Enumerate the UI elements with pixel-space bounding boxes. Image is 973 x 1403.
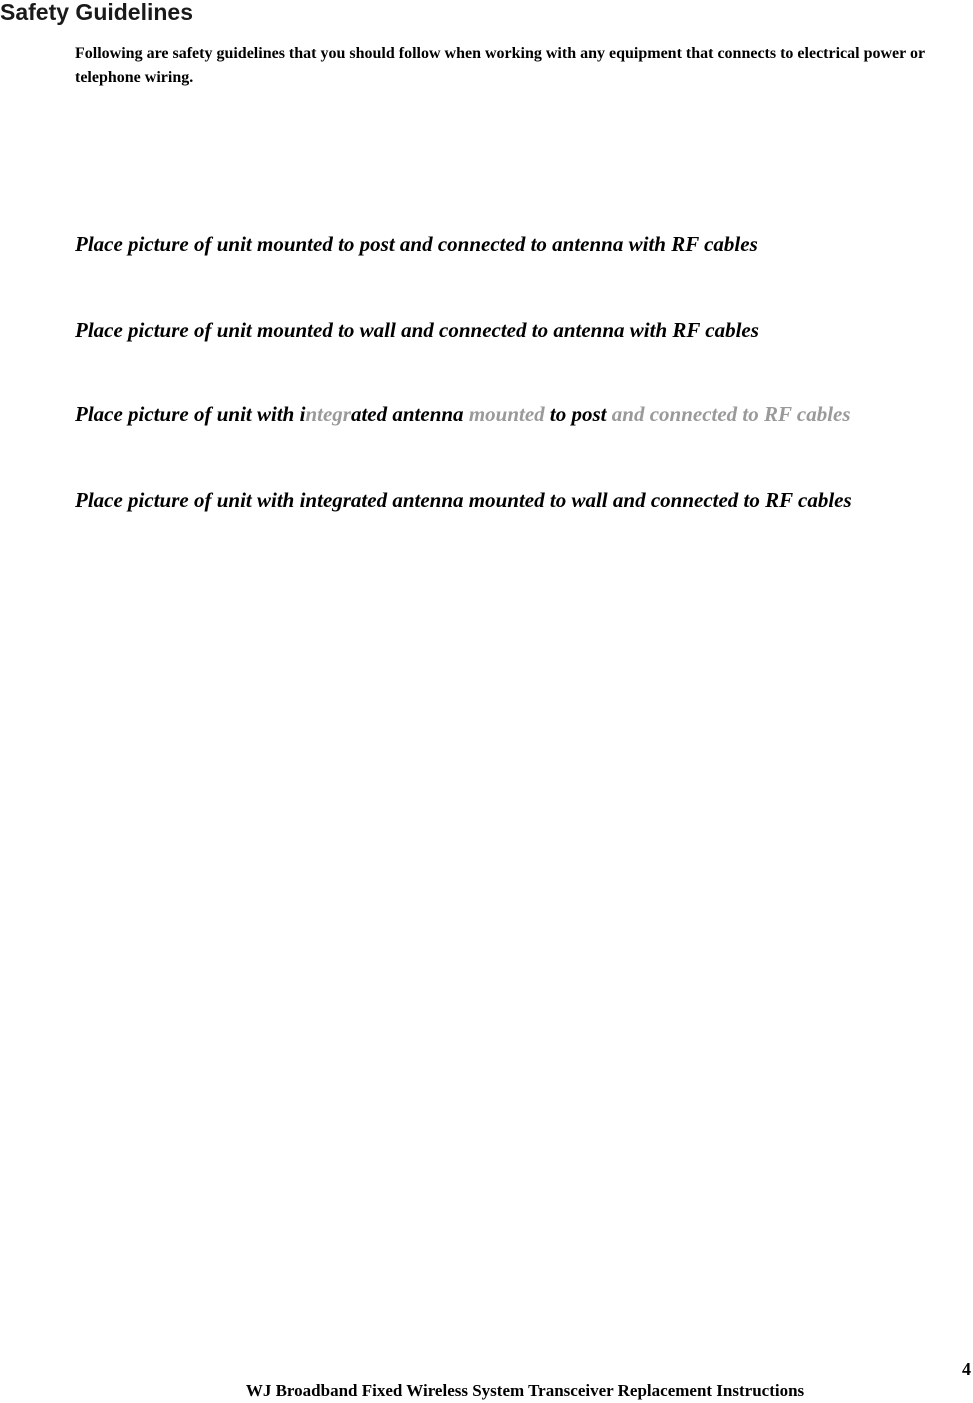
page-number: 4: [962, 1359, 971, 1379]
image-placeholder-post-mount: Place picture of unit mounted to post and connected to antenna with RF cables: [75, 232, 758, 256]
placeholder-text-segment: to post: [544, 402, 612, 426]
image-placeholder-integrated-wall-mount: Place picture of unit with integrated antenna mounted to wall and connected to RF cables: [75, 488, 852, 512]
image-placeholder-integrated-post-mount: [75, 400, 851, 428]
image-placeholder-wall-mount: Place picture of unit mounted to wall and connected to antenna with RF cables: [75, 318, 759, 342]
intro-paragraph: Following are safety guidelines that you should follow when working with any equipment that connects to electrical power or telephone wiring.: [75, 45, 925, 86]
page-heading: Safety Guidelines: [0, 0, 194, 25]
placeholder-text-segment: ated antenna: [350, 402, 469, 426]
footer-document-title: WJ Broadband Fixed Wireless System Transceiver Replacement Instructions: [245, 1381, 805, 1400]
placeholder-text-segment-faded: ntegr: [305, 402, 351, 426]
placeholder-text-segment-faded: and connected to RF cables: [611, 402, 851, 426]
placeholder-text-segment: Place picture of unit with i: [75, 402, 306, 426]
placeholder-text-segment-faded: mounted: [468, 402, 545, 426]
